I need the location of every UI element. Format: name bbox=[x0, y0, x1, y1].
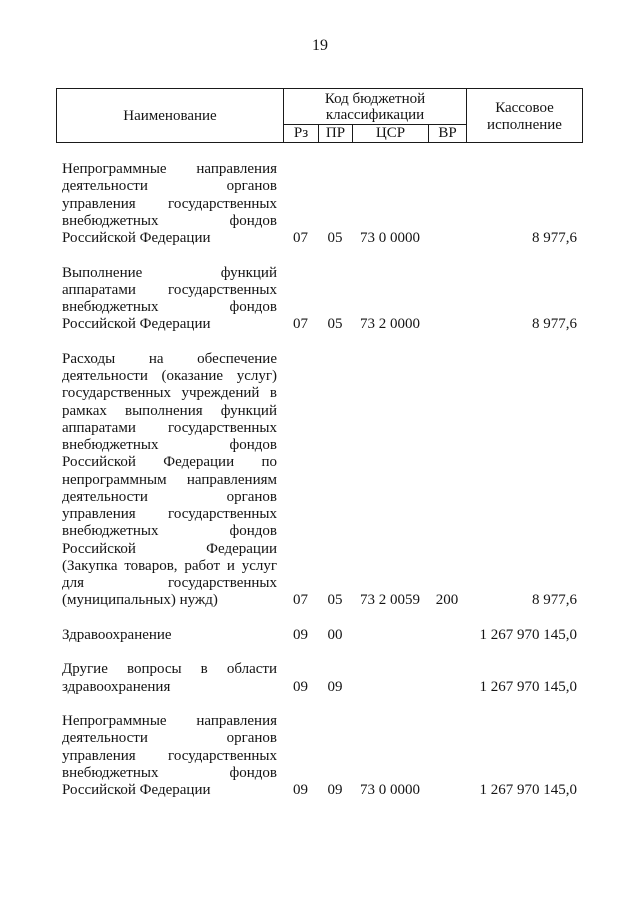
row-amount: 8 977,6 bbox=[532, 592, 577, 609]
header-vr: ВР bbox=[438, 125, 457, 141]
row-name-line: Здравоохранение bbox=[62, 626, 172, 643]
row-name-line: Другие вопросы в области bbox=[62, 661, 277, 678]
row-name-line: непрограммным направлениям bbox=[62, 471, 277, 488]
header-name bbox=[57, 89, 283, 142]
row-csr: 73 0 0000 bbox=[360, 782, 420, 798]
row-name-line: Выполнение функций bbox=[62, 264, 277, 281]
header-execution bbox=[467, 89, 582, 142]
row-pr: 09 bbox=[327, 782, 343, 798]
row-name-line: Российской Федерации bbox=[62, 230, 211, 246]
row-name bbox=[56, 161, 283, 247]
row-name-line: Российской Федерации по bbox=[62, 454, 277, 471]
row-pr: 00 bbox=[327, 626, 343, 643]
row-rz: 09 bbox=[293, 626, 308, 643]
row-name bbox=[56, 627, 283, 644]
row-csr: 73 2 0000 bbox=[360, 316, 420, 333]
row-rz: 07 bbox=[293, 592, 308, 609]
table-row bbox=[56, 661, 583, 696]
row-name bbox=[56, 351, 283, 610]
row-name-line: Непрограммные направления bbox=[62, 161, 277, 177]
table-header bbox=[56, 88, 583, 143]
row-name-line: государственных учреждений в bbox=[62, 385, 277, 402]
row-name-line: внебюджетных фондов bbox=[62, 299, 277, 315]
row-name-line: деятельности органов bbox=[62, 730, 277, 747]
row-name-line: управления государственных bbox=[62, 195, 277, 212]
table-row bbox=[56, 161, 583, 247]
row-name-line: внебюджетных фондов bbox=[62, 437, 277, 453]
row-name-line: аппаратами государственных bbox=[62, 281, 277, 298]
row-name-line: управления государственных bbox=[62, 506, 277, 522]
row-name-line: внебюджетных фондов bbox=[62, 523, 277, 540]
table-row bbox=[56, 351, 583, 610]
table-row bbox=[56, 713, 583, 799]
row-pr: 05 bbox=[327, 230, 343, 246]
row-name-line: (муниципальных) нужд) bbox=[62, 592, 218, 609]
row-rz: 07 bbox=[293, 316, 308, 333]
row-name-line: управления государственных bbox=[62, 747, 277, 764]
header-pr: ПР bbox=[325, 125, 346, 141]
row-name-line: Непрограммные направления bbox=[62, 713, 277, 729]
header-name-label: Наименование bbox=[123, 107, 217, 124]
row-rz: 07 bbox=[293, 230, 308, 246]
row-pr: 09 bbox=[327, 678, 343, 695]
table-row bbox=[56, 627, 583, 644]
table-row bbox=[56, 265, 583, 334]
row-amount: 1 267 970 145,0 bbox=[479, 782, 577, 798]
row-name-line: здравоохранения bbox=[62, 678, 171, 695]
table-body bbox=[56, 161, 583, 817]
header-csr: ЦСР bbox=[375, 125, 406, 141]
header-code-title-line: Код бюджетной bbox=[324, 90, 426, 107]
row-csr: 73 2 0059 bbox=[360, 592, 420, 609]
header-code-title-line: классификации bbox=[325, 106, 425, 123]
row-name-line: деятельности органов bbox=[62, 178, 277, 195]
row-name-line: деятельности (оказание услуг) bbox=[62, 368, 277, 384]
row-amount: 8 977,6 bbox=[532, 316, 577, 333]
row-name-line: (Закупка товаров, работ и услуг bbox=[62, 557, 277, 574]
row-name-line: Российской Федерации bbox=[62, 782, 211, 798]
row-amount: 1 267 970 145,0 bbox=[479, 678, 577, 695]
header-execution-line: Кассовое bbox=[495, 100, 554, 116]
row-name bbox=[56, 661, 283, 696]
page-number: 19 bbox=[312, 37, 328, 54]
row-pr: 05 bbox=[327, 316, 343, 333]
row-amount: 1 267 970 145,0 bbox=[479, 626, 577, 643]
row-name-line: аппаратами государственных bbox=[62, 419, 277, 436]
row-name bbox=[56, 265, 283, 334]
row-rz: 09 bbox=[293, 782, 308, 798]
row-name-line: для государственных bbox=[62, 575, 277, 591]
row-name-line: Российской Федерации bbox=[62, 316, 211, 333]
row-vr: 200 bbox=[435, 592, 459, 609]
row-csr: 73 0 0000 bbox=[360, 230, 420, 246]
header-code-title bbox=[284, 89, 466, 124]
row-name-line: рамках выполнения функций bbox=[62, 402, 277, 419]
row-name-line: Российской Федерации bbox=[62, 540, 277, 557]
row-name-line: деятельности органов bbox=[62, 488, 277, 505]
row-amount: 8 977,6 bbox=[532, 230, 577, 246]
row-name bbox=[56, 713, 283, 799]
row-name-line: Расходы на обеспечение bbox=[62, 350, 277, 367]
row-rz: 09 bbox=[293, 678, 308, 695]
row-pr: 05 bbox=[327, 592, 343, 609]
row-name-line: внебюджетных фондов bbox=[62, 764, 277, 781]
header-execution-line: исполнение bbox=[487, 117, 562, 133]
header-rz: Рз bbox=[293, 125, 309, 141]
row-name-line: внебюджетных фондов bbox=[62, 212, 277, 229]
